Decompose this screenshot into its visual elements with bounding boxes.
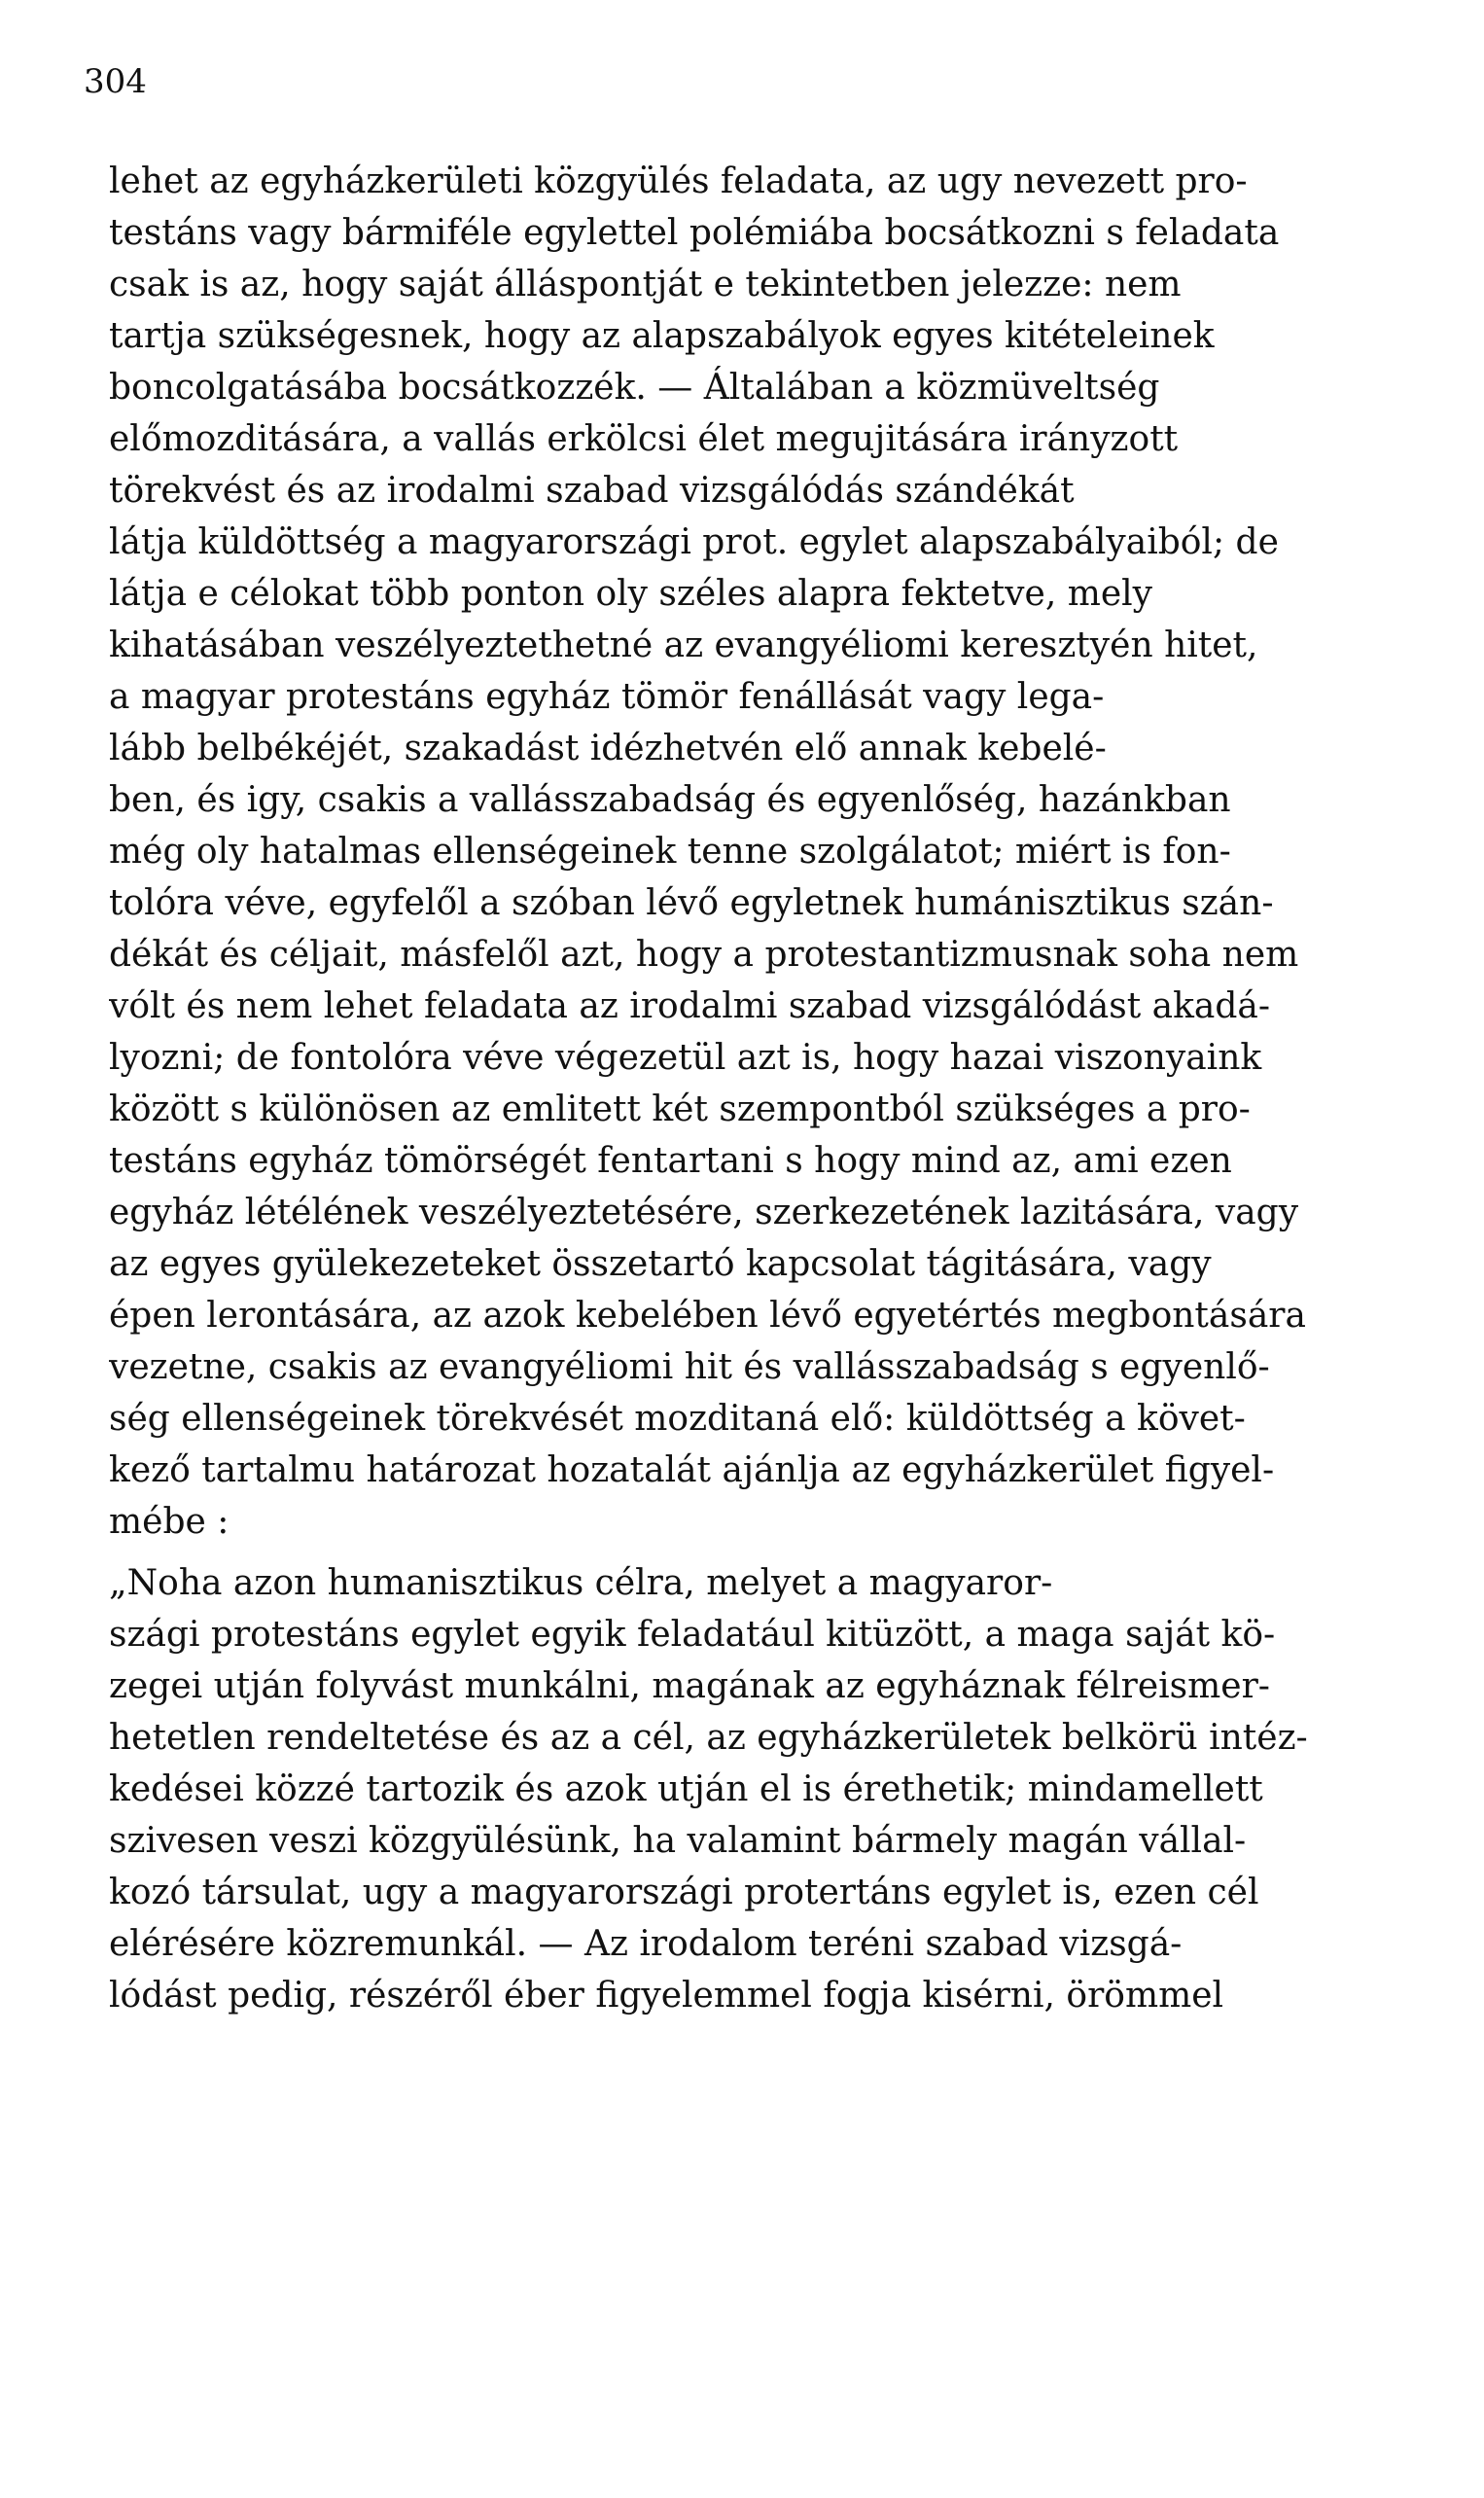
text-line: tartja szükségesnek, hogy az alapszabályok egyes kitételeinek — [109, 316, 1215, 356]
text-line: előmozditására, a vallás erkölcsi élet megujitására irányzott — [109, 419, 1179, 459]
text-line: mébe : — [109, 1502, 230, 1542]
text-line: szivesen veszi közgyülésünk, ha valamint bármely magán vállal- — [109, 1821, 1247, 1861]
text-line: hetetlen rendeltetése és az a cél, az egyházkerületek belkörü intéz- — [109, 1718, 1308, 1758]
text-line: vezetne, csakis az evangyéliomi hit és vallásszabadság s egyenlő- — [109, 1347, 1270, 1387]
text-line: egyház létélének veszélyeztetésére, szerkezetének lazitására, vagy — [109, 1193, 1299, 1232]
text-line: kedései közzé tartozik és azok utján el is érethetik; mindamellett — [109, 1769, 1263, 1809]
text-line: dékát és céljait, másfelől azt, hogy a protestantizmusnak soha nem — [109, 935, 1299, 975]
text-line: csak is az, hogy saját álláspontját e tekintetben jelezze: nem — [109, 265, 1182, 304]
text-line: tolóra véve, egyfelől a szóban lévő egyletnek humánisztikus szán- — [109, 883, 1274, 923]
text-line: lehet az egyházkerületi közgyülés feladata, az ugy nevezett pro- — [109, 161, 1248, 201]
text-line: ség ellenségeinek törekvését mozditaná elő: küldöttség a követ- — [109, 1399, 1246, 1439]
text-line: kozó társulat, ugy a magyarországi protertáns egylet is, ezen cél — [109, 1873, 1259, 1912]
text-line: az egyes gyülekezeteket összetartó kapcsolat tágitására, vagy — [109, 1244, 1212, 1284]
text-line: a magyar protestáns egyház tömör fenállását vagy lega- — [109, 677, 1105, 717]
page-number: 304 — [84, 62, 147, 101]
text-line: ben, és igy, csakis a vallásszabadság és egyenlőség, hazánkban — [109, 780, 1231, 820]
text-line: törekvést és az irodalmi szabad vizsgálódás szándékát — [109, 471, 1075, 511]
text-line: vólt és nem lehet feladata az irodalmi szabad vizsgálódást akadá- — [109, 986, 1271, 1026]
text-line: testáns egyház tömörségét fentartani s hogy mind az, ami ezen — [109, 1141, 1232, 1181]
text-line: még oly hatalmas ellenségeinek tenne szolgálatot; miért is fon- — [109, 832, 1231, 872]
text-line: látja küldöttség a magyarországi prot. egylet alapszabályaiból; de — [109, 522, 1279, 562]
text-line: között s különösen az emlitett két szempontból szükséges a pro- — [109, 1089, 1251, 1129]
text-line: zegei utján folyvást munkálni, magának az egyháznak félreismer- — [109, 1666, 1270, 1706]
text-line: testáns vagy bármiféle egylettel polémiába bocsátkozni s feladata — [109, 213, 1280, 253]
text-line: látja e célokat több ponton oly széles alapra fektetve, mely — [109, 574, 1153, 614]
text-line: lódást pedig, részéről éber figyelemmel fogja kisérni, örömmel — [109, 1976, 1224, 2016]
text-line: szági protestáns egylet egyik feladatául kitüzött, a maga saját kö- — [109, 1615, 1276, 1655]
text-line: lyozni; de fontolóra véve végezetül azt is, hogy hazai viszonyaink — [109, 1038, 1262, 1078]
text-line: lább belbékéjét, szakadást idézhetvén elő annak kebelé- — [109, 729, 1107, 768]
text-line: kihatásában veszélyeztethetné az evangyéliomi keresztyén hitet, — [109, 625, 1258, 665]
text-line: „Noha azon humanisztikus célra, melyet a magyaror- — [109, 1563, 1053, 1603]
text-line: kező tartalmu határozat hozatalát ajánlja az egyházkerület figyel- — [109, 1450, 1275, 1490]
body-text — [109, 156, 1363, 2021]
text-line: épen lerontására, az azok kebelében lévő egyetértés megbontására — [109, 1296, 1306, 1336]
text-line: boncolgatásába bocsátkozzék. — Általában a közmüveltség — [109, 368, 1160, 408]
text-line: elérésére közremunkál. — Az irodalom teréni szabad vizsgá- — [109, 1924, 1183, 1964]
